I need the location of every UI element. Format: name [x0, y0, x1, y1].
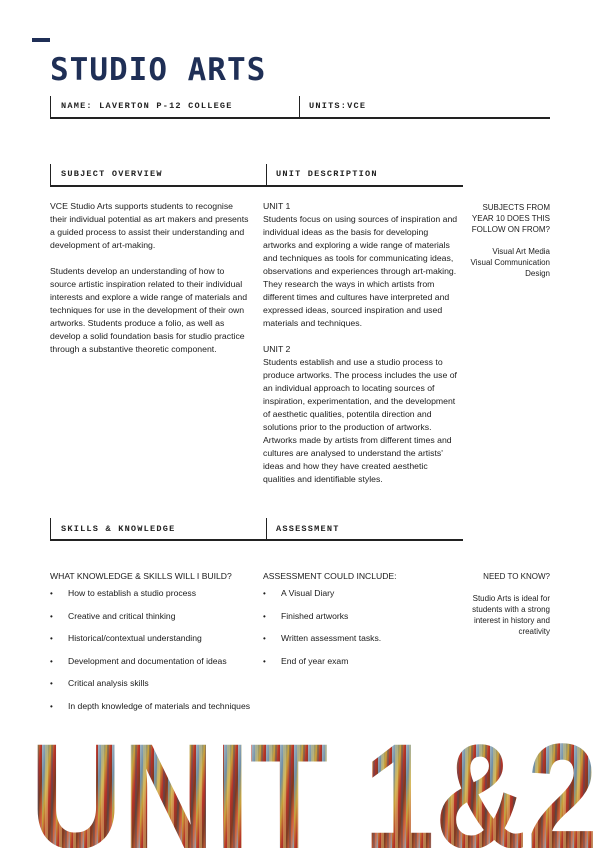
divider [50, 96, 51, 118]
list-item: • Historical/contextual understanding [50, 633, 255, 644]
page-title: STUDIO ARTS [50, 52, 267, 88]
list-item: • How to establish a studio process [50, 588, 255, 599]
sidebar-answer: Visual Art Media Visual Communication Design [470, 247, 550, 278]
list-item: • Written assessment tasks. [263, 633, 461, 644]
divider [266, 164, 267, 186]
skills-heading: SKILLS & KNOWLEDGE [61, 524, 176, 534]
list-item: • In depth knowledge of materials and techniques [50, 701, 255, 712]
divider [50, 539, 463, 541]
divider [50, 164, 51, 186]
unit2-title: UNIT 2 [263, 344, 291, 354]
list-item: • Finished artworks [263, 611, 461, 622]
overview-paragraph: Students develop an understanding of how to source artistic inspiration related to their individual interests and explore a wide range of materials and techniques for use in the development of their own artworks. Students produce a folio, as well as develop a solid foundation basis for studio practice through a substantive theoretic component. [50, 266, 248, 354]
sidebar-question: SUBJECTS FROM YEAR 10 DOES THIS FOLLOW ON FROM? [471, 203, 550, 234]
divider [299, 96, 300, 118]
unit2-text: Students establish and use a studio process to produce artworks. The process includes the use of an individual approach to locating sources of inspiration, experimentation, and the development of aesthetic qualities, potentila direction and solutions prior to the production of artworks. Artworks made by artists from different times and cultures are analysed to understand the artists' ideas and how they have created aesthetic qualities and identifiable styles. [263, 357, 457, 484]
unit-description-heading: UNIT DESCRIPTION [276, 169, 378, 179]
school-name: NAME: LAVERTON P-12 COLLEGE [61, 101, 233, 111]
list-item: • Development and documentation of ideas [50, 656, 255, 667]
list-item: • End of year exam [263, 656, 461, 667]
divider [266, 518, 267, 540]
subject-overview [50, 200, 250, 369]
list-item: • Creative and critical thinking [50, 611, 255, 622]
list-item: • A Visual Diary [263, 588, 461, 599]
skills-section [50, 571, 255, 723]
divider [50, 518, 51, 540]
assessment-question: ASSESSMENT COULD INCLUDE: [263, 571, 397, 581]
title-accent-bar [32, 38, 50, 42]
sidebar-bottom [470, 571, 550, 648]
skills-list [50, 588, 255, 712]
divider [50, 185, 463, 187]
unit1-title: UNIT 1 [263, 201, 291, 211]
sidebar-answer: Studio Arts is ideal for students with a strong interest in history and creativity [472, 594, 550, 636]
overview-paragraph: VCE Studio Arts supports students to recognise their individual potential as art makers and presents a guided process to assist their understanding and development of art-making. [50, 201, 249, 250]
units-label: UNITS:VCE [309, 101, 367, 111]
unit-description [263, 200, 461, 499]
assessment-list [263, 588, 461, 667]
list-item: • Critical analysis skills [50, 678, 255, 689]
assessment-heading: ASSESSMENT [276, 524, 340, 534]
sidebar-top [470, 202, 550, 290]
sidebar-question: NEED TO KNOW? [483, 572, 550, 581]
unit-banner [28, 726, 600, 848]
banner-text: UNIT 1&2 [30, 726, 598, 848]
divider [50, 117, 550, 119]
skills-question: WHAT KNOWLEDGE & SKILLS WILL I BUILD? [50, 571, 232, 581]
subject-overview-heading: SUBJECT OVERVIEW [61, 169, 163, 179]
unit1-text: Students focus on using sources of inspiration and individual ideas as the basis for developing artworks and exploring a wide range of materials and techniques as tools for communicating ideas, observations and experiences through art-making. They research the ways in which artists from different times and cultures have interpreted and expressed ideas, sourced inspiration and used materials and techniques. [263, 214, 458, 328]
assessment-section [263, 571, 461, 678]
